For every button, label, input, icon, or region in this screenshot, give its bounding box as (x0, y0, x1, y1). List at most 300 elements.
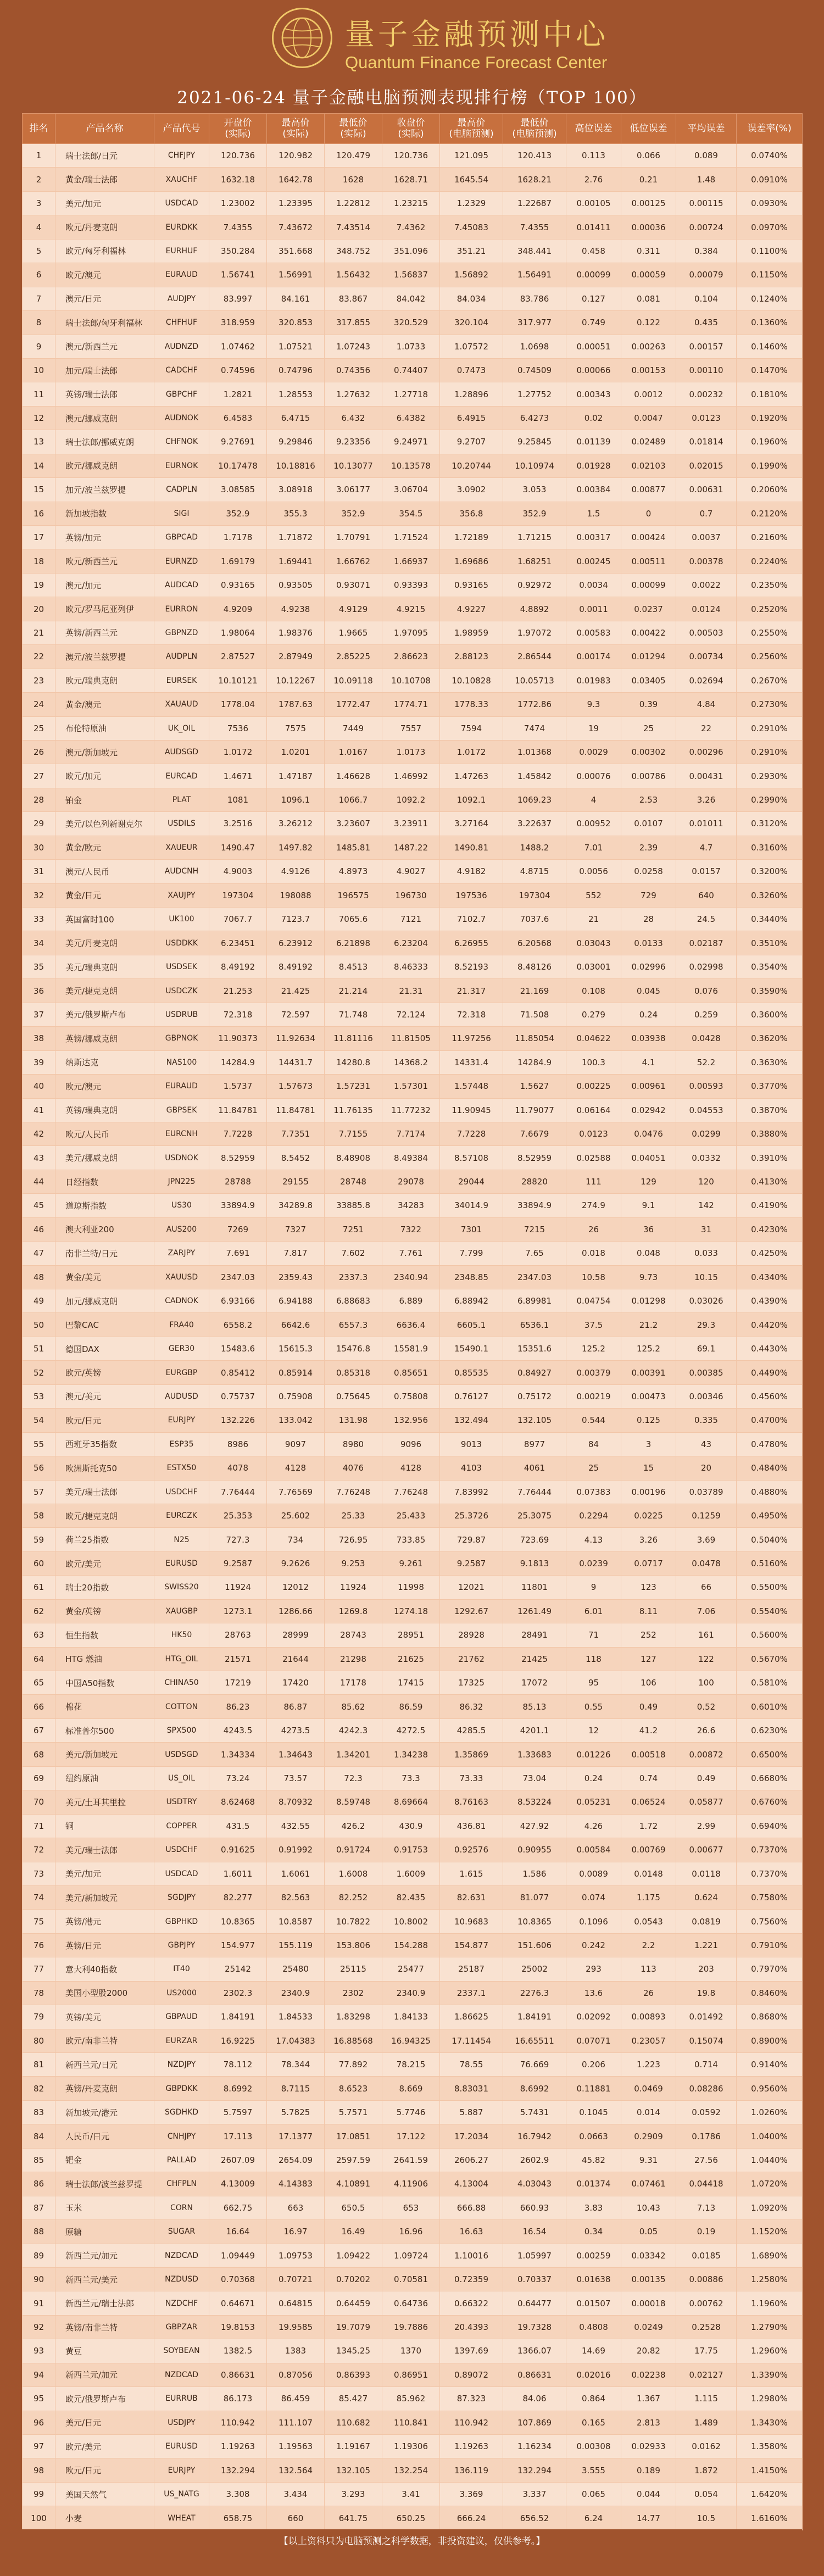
value-cell: 1.84133 (382, 2005, 440, 2029)
value-cell: 0.00263 (621, 335, 676, 358)
value-cell: 0.64671 (209, 2291, 267, 2315)
value-cell: 8.70932 (267, 1790, 325, 1814)
value-cell: 28999 (267, 1623, 325, 1647)
value-cell: 0.02187 (676, 931, 737, 955)
value-cell: 2.86623 (382, 645, 440, 669)
table-row (23, 883, 803, 907)
value-cell: 0.00157 (676, 335, 737, 358)
value-cell: 82.277 (209, 1885, 267, 1909)
rank-cell: 4 (23, 215, 55, 239)
value-cell: 0.02489 (621, 430, 676, 454)
column-header: 开盘价 (实际) (209, 114, 267, 144)
value-cell: 100 (676, 1671, 737, 1695)
product-code-cell: AUDUSD (154, 1384, 209, 1408)
value-cell: 8.57108 (440, 1146, 503, 1170)
product-name-cell: 美国小型股2000 (55, 1981, 154, 2005)
product-code-cell: GBPCHF (154, 382, 209, 406)
value-cell: 4.9238 (267, 597, 325, 621)
value-cell: 7102.7 (440, 908, 503, 931)
value-cell: 0.00259 (566, 2244, 621, 2267)
product-name-cell: 新西兰元/加元 (55, 2363, 154, 2386)
rank-cell: 38 (23, 1027, 55, 1050)
value-cell: 4103 (440, 1456, 503, 1480)
value-cell: 6.01 (566, 1599, 621, 1623)
value-cell: 0.544 (566, 1409, 621, 1432)
value-cell: 3.053 (503, 478, 566, 502)
value-cell: 8.59748 (325, 1790, 382, 1814)
value-cell: 1.46628 (325, 764, 382, 788)
value-cell: 7.7155 (325, 1122, 382, 1145)
value-cell: 0.4560% (737, 1384, 803, 1408)
product-code-cell: ESTX50 (154, 1456, 209, 1480)
value-cell: 9.2587 (440, 1551, 503, 1575)
value-cell: 1.0172 (209, 740, 267, 764)
value-cell: 3.308 (209, 2482, 267, 2506)
product-code-cell: GBPZAR (154, 2315, 209, 2339)
rank-cell: 10 (23, 358, 55, 382)
value-cell: 7.01 (566, 836, 621, 859)
value-cell: 1.19263 (440, 2435, 503, 2458)
value-cell: 351.096 (382, 239, 440, 263)
rank-cell: 42 (23, 1122, 55, 1145)
value-cell: 4242.3 (325, 1718, 382, 1742)
value-cell: 0.0056 (566, 860, 621, 883)
value-cell: 0.3200% (737, 860, 803, 883)
rank-cell: 50 (23, 1313, 55, 1337)
value-cell: 1.68251 (503, 549, 566, 573)
value-cell: 0.07383 (566, 1480, 621, 1504)
table-row (23, 1003, 803, 1026)
value-cell: 31 (676, 1217, 737, 1241)
value-cell: 17.122 (382, 2124, 440, 2148)
value-cell: 11.77232 (382, 1098, 440, 1122)
value-cell: 0.3620% (737, 1027, 803, 1050)
rank-cell: 18 (23, 549, 55, 573)
value-cell: 1.56892 (440, 263, 503, 287)
value-cell: 1.97072 (503, 621, 566, 644)
value-cell: 0.75908 (267, 1384, 325, 1408)
value-cell: 0.00378 (676, 549, 737, 573)
value-cell: 0.2350% (737, 573, 803, 597)
product-name-cell: 欧元/南非兰特 (55, 2029, 154, 2052)
value-cell: 7.43514 (325, 215, 382, 239)
value-cell: 22 (676, 716, 737, 740)
value-cell: 4128 (382, 1456, 440, 1480)
product-code-cell: EURAUD (154, 263, 209, 287)
value-cell: 0.0029 (566, 740, 621, 764)
product-name-cell: 日经指数 (55, 1170, 154, 1193)
rank-cell: 73 (23, 1862, 55, 1885)
value-cell: 0.00724 (676, 215, 737, 239)
table-row (23, 1718, 803, 1742)
product-code-cell: US2000 (154, 1981, 209, 2005)
value-cell: 21298 (325, 1647, 382, 1671)
product-code-cell: GBPHKD (154, 1910, 209, 1933)
value-cell: 3.26212 (267, 812, 325, 836)
product-code-cell: NAS100 (154, 1050, 209, 1074)
value-cell: 20 (676, 1456, 737, 1480)
value-cell: 110.841 (382, 2411, 440, 2434)
value-cell: 0.0011 (566, 597, 621, 621)
value-cell: 0.87056 (267, 2363, 325, 2386)
value-cell: 17420 (267, 1671, 325, 1695)
value-cell: 84.042 (382, 287, 440, 310)
value-cell: 0.00059 (621, 263, 676, 287)
value-cell: 0.7473 (440, 358, 503, 382)
rank-cell: 77 (23, 1957, 55, 1981)
value-cell: 0.00583 (566, 621, 621, 644)
value-cell: 120.736 (209, 144, 267, 168)
value-cell: 1.70791 (325, 526, 382, 549)
value-cell: 0.0428 (676, 1027, 737, 1050)
table-row (23, 1337, 803, 1360)
product-name-cell: 棉花 (55, 1695, 154, 1718)
table-row (23, 1528, 803, 1551)
product-code-cell: USDRUB (154, 1003, 209, 1026)
value-cell: 203 (676, 1957, 737, 1981)
product-code-cell: PLAT (154, 788, 209, 811)
product-name-cell: 欧元/丹麦克朗 (55, 215, 154, 239)
value-cell: 10.05713 (503, 669, 566, 692)
value-cell: 0.00584 (566, 1838, 621, 1862)
value-cell: 82.252 (325, 1885, 382, 1909)
value-cell: 10.17478 (209, 454, 267, 477)
table-row (23, 454, 803, 477)
value-cell: 0.5810% (737, 1671, 803, 1695)
value-cell: 9.25845 (503, 430, 566, 454)
value-cell: 33885.8 (325, 1194, 382, 1217)
value-cell: 0.74509 (503, 358, 566, 382)
value-cell: 0.6230% (737, 1718, 803, 1742)
value-cell: 2276.3 (503, 1981, 566, 2005)
product-code-cell: HK50 (154, 1623, 209, 1647)
value-cell: 151.606 (503, 1933, 566, 1957)
rank-cell: 15 (23, 478, 55, 502)
rank-cell: 23 (23, 669, 55, 692)
table-row (23, 597, 803, 621)
product-name-cell: 新西兰元/瑞士法郎 (55, 2291, 154, 2315)
value-cell: 2607.09 (209, 2148, 267, 2172)
table-row (23, 1671, 803, 1695)
value-cell: 1.97095 (382, 621, 440, 644)
value-cell: 0.3600% (737, 1003, 803, 1026)
value-cell: 9096 (382, 1432, 440, 1456)
value-cell: 7.7228 (209, 1122, 267, 1145)
value-cell: 0.07071 (566, 2029, 621, 2052)
value-cell: 0.0123 (566, 1122, 621, 1145)
table-row (23, 1647, 803, 1671)
product-code-cell: USDJPY (154, 2411, 209, 2434)
value-cell: 0.75737 (209, 1384, 267, 1408)
value-cell: 2347.03 (209, 1265, 267, 1289)
value-cell: 8986 (209, 1432, 267, 1456)
value-cell: 663 (267, 2196, 325, 2219)
column-header: 收盘价 (实际) (382, 114, 440, 144)
value-cell: 87.323 (440, 2387, 503, 2411)
product-code-cell: UK100 (154, 908, 209, 931)
product-code-cell: CADCHF (154, 358, 209, 382)
rank-cell: 24 (23, 693, 55, 716)
value-cell: 73.33 (440, 1766, 503, 1790)
rank-cell: 70 (23, 1790, 55, 1814)
value-cell: 4.10891 (325, 2172, 382, 2196)
value-cell: 0.1786 (676, 2124, 737, 2148)
value-cell: 1774.71 (382, 693, 440, 716)
value-cell: 1.6061 (267, 1862, 325, 1885)
value-cell: 0.1045 (566, 2100, 621, 2124)
value-cell: 0.74796 (267, 358, 325, 382)
value-cell: 6558.2 (209, 1313, 267, 1337)
product-name-cell: 瑞士法郎/匈牙利福林 (55, 311, 154, 335)
rank-cell: 88 (23, 2220, 55, 2244)
value-cell: 2.88123 (440, 645, 503, 669)
value-cell: 1.86625 (440, 2005, 503, 2029)
product-name-cell: 欧元/人民币 (55, 1122, 154, 1145)
value-cell: 1.0167 (325, 740, 382, 764)
value-cell: 2347.03 (503, 1265, 566, 1289)
table-row (23, 1957, 803, 1981)
product-name-cell: 瑞士法郎/日元 (55, 144, 154, 168)
table-row (23, 1122, 803, 1145)
product-code-cell: USDTRY (154, 1790, 209, 1814)
value-cell: 0.5500% (737, 1576, 803, 1599)
table-row (23, 335, 803, 358)
product-name-cell: 黄金/澳元 (55, 693, 154, 716)
value-cell: 198088 (267, 883, 325, 907)
value-cell: 132.294 (503, 2458, 566, 2482)
value-cell: 6.94188 (267, 1289, 325, 1313)
value-cell: 28748 (325, 1170, 382, 1193)
value-cell: 0.91992 (267, 1838, 325, 1862)
value-cell: 0.00174 (566, 645, 621, 669)
value-cell: 0.00079 (676, 263, 737, 287)
value-cell: 17.2034 (440, 2124, 503, 2148)
value-cell: 82.563 (267, 1885, 325, 1909)
rank-cell: 92 (23, 2315, 55, 2339)
rank-cell: 37 (23, 1003, 55, 1026)
value-cell: 127 (621, 1647, 676, 1671)
value-cell: 17325 (440, 1671, 503, 1695)
rank-cell: 11 (23, 382, 55, 406)
value-cell: 0.74596 (209, 358, 267, 382)
value-cell: 0.72359 (440, 2267, 503, 2291)
value-cell: 662.75 (209, 2196, 267, 2219)
value-cell: 21425 (503, 1647, 566, 1671)
table-row (23, 1289, 803, 1313)
value-cell: 0.0543 (621, 1910, 676, 1933)
value-cell: 27.56 (676, 2148, 737, 2172)
value-cell: 0.0118 (676, 1862, 737, 1885)
value-cell: 1.01368 (503, 740, 566, 764)
value-cell: 4.9126 (267, 860, 325, 883)
value-cell: 5.7431 (503, 2100, 566, 2124)
column-header: 高位误差 (566, 114, 621, 144)
product-code-cell: GBPSEK (154, 1098, 209, 1122)
value-cell: 8.7115 (267, 2077, 325, 2100)
value-cell: 0.0162 (676, 2435, 737, 2458)
product-code-cell: ZARJPY (154, 1242, 209, 1265)
value-cell: 1.3390% (737, 2363, 803, 2386)
value-cell: 7.45083 (440, 215, 503, 239)
value-cell: 4.8973 (325, 860, 382, 883)
table-row (23, 382, 803, 406)
product-code-cell: AUDPLN (154, 645, 209, 669)
product-name-cell: 黄金/欧元 (55, 836, 154, 859)
value-cell: 73.04 (503, 1766, 566, 1790)
value-cell: 36 (621, 1217, 676, 1241)
value-cell: 0.03043 (566, 931, 621, 955)
value-cell: 0.242 (566, 1933, 621, 1957)
value-cell: 0.00961 (621, 1075, 676, 1098)
value-cell: 0.04754 (566, 1289, 621, 1313)
value-cell: 1.34643 (267, 1743, 325, 1766)
table-row (23, 931, 803, 955)
value-cell: 28788 (209, 1170, 267, 1193)
value-cell: 1.98376 (267, 621, 325, 644)
value-cell: 84.06 (503, 2387, 566, 2411)
value-cell: 41.2 (621, 1718, 676, 1742)
product-code-cell: EURNOK (154, 454, 209, 477)
value-cell: 0.045 (621, 979, 676, 1003)
rank-cell: 7 (23, 287, 55, 310)
column-header: 排名 (23, 114, 55, 144)
value-cell: 1.27752 (503, 382, 566, 406)
value-cell: 73.57 (267, 1766, 325, 1790)
value-cell: 0.91753 (382, 1838, 440, 1862)
value-cell: 0.00893 (621, 2005, 676, 2029)
value-cell: 7.817 (267, 1242, 325, 1265)
value-cell: 0.02092 (566, 2005, 621, 2029)
value-cell: 729 (621, 883, 676, 907)
value-cell: 6636.4 (382, 1313, 440, 1337)
product-name-cell: 黄金/瑞士法郎 (55, 168, 154, 191)
value-cell: 0.0047 (621, 406, 676, 430)
value-cell: 1.09753 (267, 2244, 325, 2267)
value-cell: 1.175 (621, 1885, 676, 1909)
table-row (23, 1623, 803, 1647)
value-cell: 1.07521 (267, 335, 325, 358)
table-row (23, 2482, 803, 2506)
value-cell: 3.69 (676, 1528, 737, 1551)
value-cell: 14.77 (621, 2506, 676, 2530)
product-name-cell: 新加坡元/港元 (55, 2100, 154, 2124)
rank-cell: 40 (23, 1075, 55, 1098)
value-cell: 6605.1 (440, 1313, 503, 1337)
value-cell: 640 (676, 883, 737, 907)
value-cell: 0.00511 (621, 549, 676, 573)
value-cell: 0.00346 (676, 1384, 737, 1408)
value-cell: 0.0819 (676, 1910, 737, 1933)
value-cell: 73.3 (382, 1766, 440, 1790)
value-cell: 6642.6 (267, 1313, 325, 1337)
value-cell: 11.84781 (267, 1098, 325, 1122)
value-cell: 142 (676, 1194, 737, 1217)
value-cell: 0.02238 (621, 2363, 676, 2386)
value-cell: 734 (267, 1528, 325, 1551)
value-cell: 122 (676, 1647, 737, 1671)
value-cell: 86.173 (209, 2387, 267, 2411)
value-cell: 666.24 (440, 2506, 503, 2530)
value-cell: 1.71215 (503, 526, 566, 549)
value-cell: 0.00391 (621, 1361, 676, 1384)
value-cell: 0.259 (676, 1003, 737, 1026)
value-cell: 14431.7 (267, 1050, 325, 1074)
value-cell: 4.14383 (267, 2172, 325, 2196)
value-cell: 7.7174 (382, 1122, 440, 1145)
value-cell: 7215 (503, 1217, 566, 1241)
value-cell: 0.048 (621, 1242, 676, 1265)
value-cell: 0.75645 (325, 1384, 382, 1408)
value-cell: 1092.2 (382, 788, 440, 811)
value-cell: 0.018 (566, 1242, 621, 1265)
value-cell: 1.6160% (737, 2506, 803, 2530)
value-cell: 7.7351 (267, 1122, 325, 1145)
product-name-cell: 黄金/英镑 (55, 1599, 154, 1623)
rank-cell: 30 (23, 836, 55, 859)
value-cell: 1.6420% (737, 2482, 803, 2506)
value-cell: 9.23356 (325, 430, 382, 454)
table-row (23, 1098, 803, 1122)
value-cell: 10.13578 (382, 454, 440, 477)
rank-cell: 63 (23, 1623, 55, 1647)
value-cell: 4.9003 (209, 860, 267, 883)
value-cell: 4.13009 (209, 2172, 267, 2196)
value-cell: 0.5670% (737, 1647, 803, 1671)
value-cell: 431.5 (209, 1814, 267, 1838)
value-cell: 85.962 (382, 2387, 440, 2411)
value-cell: 0.00518 (621, 1743, 676, 1766)
value-cell: 0.0034 (566, 573, 621, 597)
value-cell: 0.0148 (621, 1862, 676, 1885)
value-cell: 7301 (440, 1217, 503, 1241)
value-cell: 133.042 (267, 1409, 325, 1432)
value-cell: 9.31 (621, 2148, 676, 2172)
value-cell: 8.5452 (267, 1146, 325, 1170)
value-cell: 4285.5 (440, 1718, 503, 1742)
value-cell: 1286.66 (267, 1599, 325, 1623)
value-cell: 650.25 (382, 2506, 440, 2530)
value-cell: 9013 (440, 1432, 503, 1456)
table-row (23, 1480, 803, 1504)
value-cell: 1.66762 (325, 549, 382, 573)
value-cell: 72.318 (209, 1003, 267, 1026)
value-cell: 82.435 (382, 1885, 440, 1909)
product-name-cell: 美元/加元 (55, 1862, 154, 1885)
product-name-cell: HTG 燃油 (55, 1647, 154, 1671)
value-cell: 10.09118 (325, 669, 382, 692)
table-row (23, 287, 803, 310)
product-name-cell: 欧元/捷克克朗 (55, 1504, 154, 1527)
value-cell: 52.2 (676, 1050, 737, 1074)
value-cell: 78.112 (209, 2053, 267, 2077)
rank-cell: 3 (23, 191, 55, 215)
rank-cell: 32 (23, 883, 55, 907)
value-cell: 0.70337 (503, 2267, 566, 2291)
value-cell: 320.529 (382, 311, 440, 335)
value-cell: 9.29846 (267, 430, 325, 454)
value-cell: 0.02127 (676, 2363, 737, 2386)
value-cell: 0.165 (566, 2411, 621, 2434)
value-cell: 0.00115 (676, 191, 737, 215)
value-cell: 16.94325 (382, 2029, 440, 2052)
value-cell: 4.26 (566, 1814, 621, 1838)
value-cell: 4061 (503, 1456, 566, 1480)
table-row (23, 740, 803, 764)
rank-cell: 43 (23, 1146, 55, 1170)
value-cell: 1.2329 (440, 191, 503, 215)
value-cell: 0.03026 (676, 1289, 737, 1313)
value-cell: 2348.85 (440, 1265, 503, 1289)
